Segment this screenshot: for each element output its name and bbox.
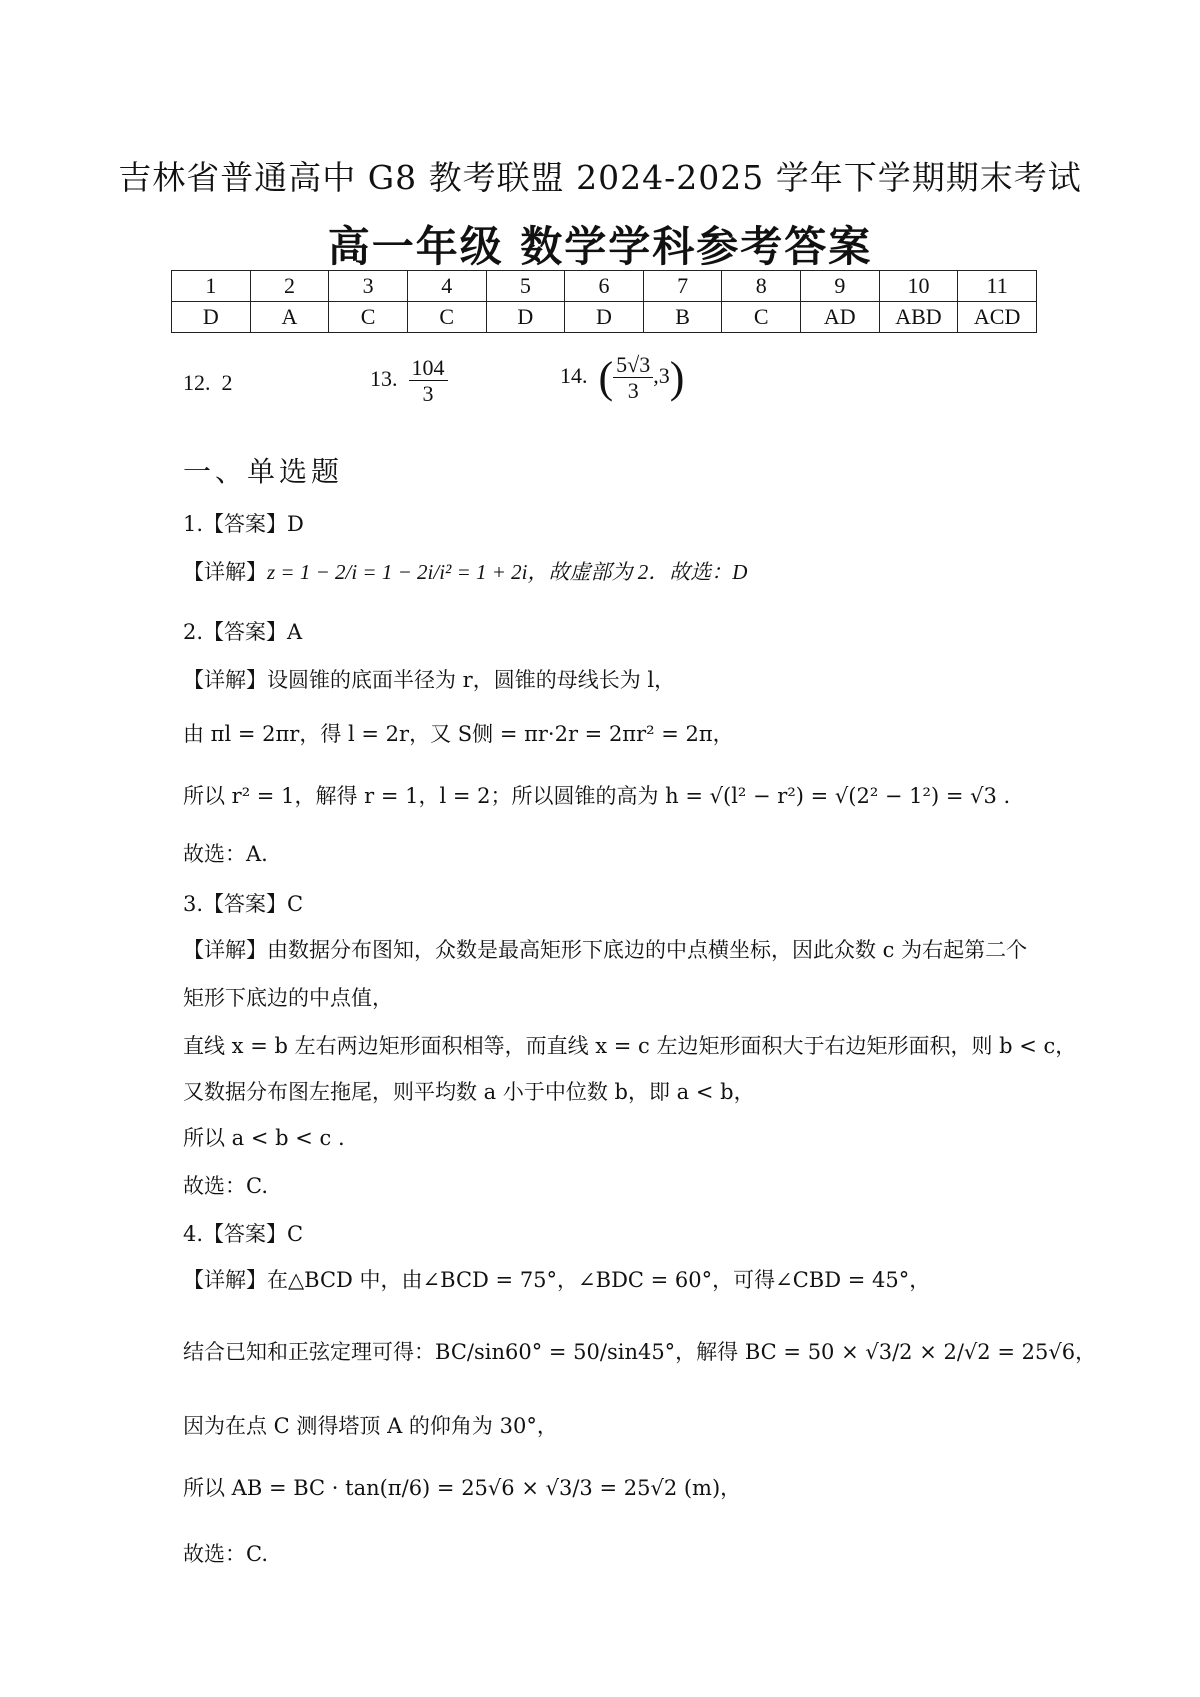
q13-label: 13.	[370, 365, 398, 391]
section-heading: 一、单选题	[183, 455, 344, 488]
exam-title: 吉林省普通高中 G8 教考联盟 2024-2025 学年下学期期末考试	[118, 158, 1082, 197]
answer-table	[171, 270, 1037, 333]
q2-detail-line1: 【详解】设圆锥的底面半径为 r，圆锥的母线长为 l，	[183, 668, 676, 692]
q14-tail: ,3	[653, 362, 670, 388]
q3-detail-line5: 所以 a < b < c .	[183, 1126, 345, 1150]
answer-cell: C	[407, 302, 486, 333]
answer-cell: D	[565, 302, 644, 333]
q13-denominator: 3	[422, 381, 434, 407]
q14-fraction	[613, 352, 653, 404]
q13-fraction	[409, 355, 448, 407]
q1-answer: 1.【答案】D	[183, 512, 304, 536]
q2-detail-line4: 故选：A.	[183, 842, 268, 866]
q1-detail-text: z = 1 − 2/i = 1 − 2i/i² = 1 + 2i，故虚部为 2．故选：D	[267, 560, 748, 584]
question-number: 1	[172, 271, 251, 302]
fill-answer-13	[370, 355, 448, 407]
q1-detail-label: 【详解】	[183, 560, 267, 584]
question-number-row	[172, 271, 1037, 302]
q14-numerator: 5√3	[613, 352, 653, 378]
q12-value: 2	[221, 370, 233, 395]
q3-detail-line1: 【详解】由数据分布图知，众数是最高矩形下底边的中点横坐标，因此众数 c 为右起第二个	[183, 938, 1028, 962]
q14-label: 14.	[560, 362, 588, 388]
answer-cell: B	[643, 302, 722, 333]
question-number: 6	[565, 271, 644, 302]
answer-cell: C	[722, 302, 801, 333]
answer-cell: AD	[801, 302, 880, 333]
q4-detail-line2: 结合已知和正弦定理可得：BC/sin60° = 50/sin45°，解得 BC = 50 × √3/2 × 2/√2 = 25√6，	[183, 1340, 1097, 1364]
q4-detail-line5: 故选：C.	[183, 1542, 268, 1566]
answer-cell: D	[486, 302, 565, 333]
question-number: 7	[643, 271, 722, 302]
q4-detail-line1: 【详解】在△BCD 中，由∠BCD = 75°，∠BDC = 60°，可得∠CBD = 45°，	[183, 1268, 931, 1292]
answer-cell: ACD	[958, 302, 1037, 333]
question-number: 2	[250, 271, 329, 302]
left-paren: (	[598, 352, 614, 402]
q3-detail-line2: 矩形下底边的中点值，	[183, 986, 393, 1010]
question-number: 8	[722, 271, 801, 302]
q4-detail-line4: 所以 AB = BC · tan(π/6) = 25√6 × √3/3 = 25√2 (m)，	[183, 1476, 742, 1500]
fill-answer-12	[183, 370, 233, 396]
q14-denominator: 3	[627, 378, 639, 404]
q12-label: 12.	[183, 370, 211, 395]
answer-cell: C	[329, 302, 408, 333]
answer-cell: D	[172, 302, 251, 333]
question-number: 3	[329, 271, 408, 302]
q3-detail-line4: 又数据分布图左拖尾，则平均数 a 小于中位数 b，即 a < b，	[183, 1080, 755, 1104]
q13-numerator: 104	[409, 355, 448, 381]
q2-detail-line2: 由 πl = 2πr，得 l = 2r，又 S侧 = πr·2r = 2πr² = 2π，	[183, 722, 734, 746]
q3-detail-line6: 故选：C.	[183, 1174, 268, 1198]
q1-detail	[183, 556, 747, 586]
right-paren: )	[669, 352, 685, 402]
q2-answer: 2.【答案】A	[183, 620, 303, 644]
answer-row	[172, 302, 1037, 333]
q3-answer: 3.【答案】C	[183, 892, 304, 916]
question-number: 11	[958, 271, 1037, 302]
q3-detail-line3: 直线 x = b 左右两边矩形面积相等，而直线 x = c 左边矩形面积大于右边矩形面积，则 b < c，	[183, 1034, 1077, 1058]
q4-answer: 4.【答案】C	[183, 1222, 304, 1246]
answer-cell: ABD	[879, 302, 958, 333]
question-number: 9	[801, 271, 880, 302]
answer-cell: A	[250, 302, 329, 333]
question-number: 5	[486, 271, 565, 302]
q2-detail-line3: 所以 r² = 1，解得 r = 1，l = 2；所以圆锥的高为 h = √(l² − r²) = √(2² − 1²) = √3 .	[183, 784, 1011, 808]
fill-answer-14	[560, 352, 684, 404]
question-number: 10	[879, 271, 958, 302]
q4-detail-line3: 因为在点 C 测得塔顶 A 的仰角为 30°，	[183, 1414, 558, 1438]
answer-key-subtitle: 高一年级 数学学科参考答案	[327, 222, 873, 271]
question-number: 4	[407, 271, 486, 302]
